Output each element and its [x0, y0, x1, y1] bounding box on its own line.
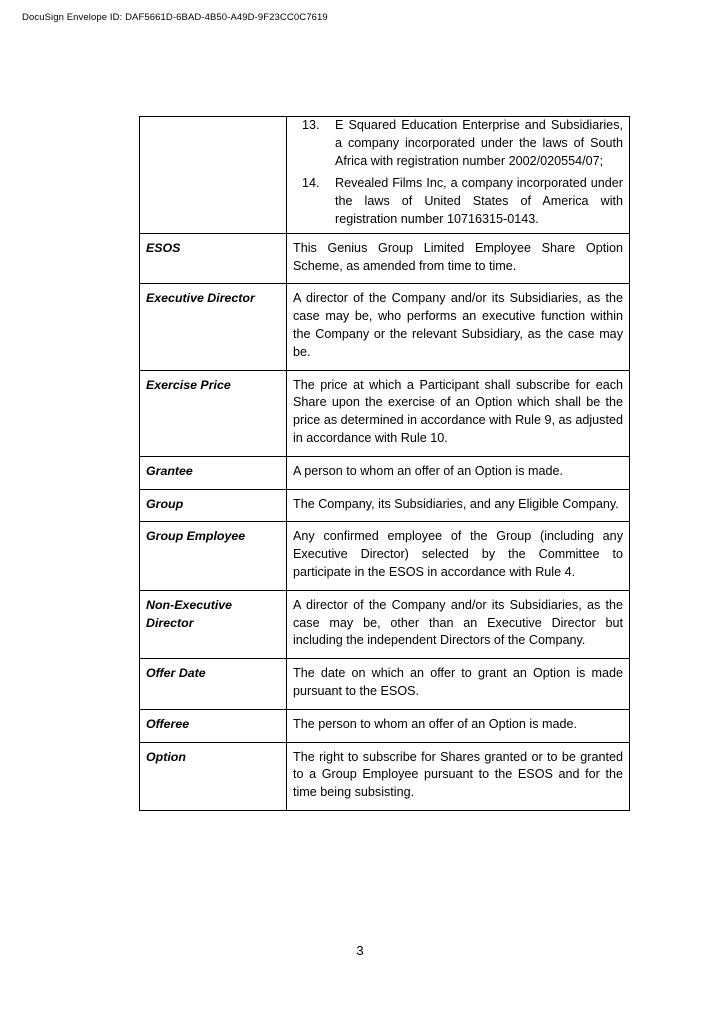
- definition-term: Grantee: [140, 456, 287, 489]
- list-item-number: 14.: [302, 176, 320, 191]
- definition-text: A director of the Company and/or its Subsidiaries, as the case may be, who performs an executive function within the Company or the relevant Subsidiary, as the case may be.: [287, 284, 630, 370]
- definition-term: Executive Director: [140, 284, 287, 370]
- definition-term: [140, 117, 287, 234]
- definition-term: Offeree: [140, 709, 287, 742]
- definition-text: A director of the Company and/or its Subsidiaries, as the case may be, other than an Executive Director but including the independent Directors of the Company.: [287, 590, 630, 658]
- table-row: [140, 233, 630, 284]
- table-row: [140, 456, 630, 489]
- definition-text: The price at which a Participant shall subscribe for each Share upon the exercise of an Option which shall be the price as determined in accordance with Rule 9, as adjusted in accordance with Rule 10.: [287, 370, 630, 456]
- definition-text: [287, 117, 630, 234]
- definition-term: Group Employee: [140, 522, 287, 590]
- definition-term: Exercise Price: [140, 370, 287, 456]
- list-item-text: Revealed Films Inc, a company incorporated under the laws of United States of America with registration number 10716315-0143.: [335, 176, 623, 226]
- table-row: [140, 709, 630, 742]
- table-row: [140, 590, 630, 658]
- table-row: [140, 522, 630, 590]
- definition-text: The person to whom an offer of an Option is made.: [287, 709, 630, 742]
- list-item-number: 13.: [302, 118, 320, 132]
- table-row: [140, 117, 630, 234]
- definition-term: Non-Executive Director: [140, 590, 287, 658]
- table-row: [140, 489, 630, 522]
- table-row: [140, 370, 630, 456]
- definition-text: Any confirmed employee of the Group (including any Executive Director) selected by the Committee to participate in the ESOS in accordance with Rule 4.: [287, 522, 630, 590]
- definition-text: This Genius Group Limited Employee Share Option Scheme, as amended from time to time.: [287, 233, 630, 284]
- list-item: [293, 117, 623, 170]
- table-row: [140, 659, 630, 710]
- list-item-text: E Squared Education Enterprise and Subsidiaries, a company incorporated under the laws of South Africa with registration number 2002/020554/07;: [335, 118, 623, 168]
- definition-text: The Company, its Subsidiaries, and any Eligible Company.: [287, 489, 630, 522]
- definition-text: A person to whom an offer of an Option is made.: [287, 456, 630, 489]
- table-row: [140, 742, 630, 810]
- list-item: [293, 175, 623, 228]
- page-number: 3: [356, 943, 364, 958]
- docusign-envelope-id: DocuSign Envelope ID: DAF5661D-6BAD-4B50-A49D-9F23CC0C7619: [22, 12, 328, 23]
- definitions-table: [139, 116, 630, 811]
- definition-term: Offer Date: [140, 659, 287, 710]
- definition-text: The date on which an offer to grant an Option is made pursuant to the ESOS.: [287, 659, 630, 710]
- definition-term: ESOS: [140, 233, 287, 284]
- definition-term: Group: [140, 489, 287, 522]
- table-row: [140, 284, 630, 370]
- definition-text: The right to subscribe for Shares granted or to be granted to a Group Employee pursuant to the ESOS and for the time being subsisting.: [287, 742, 630, 810]
- definition-term: Option: [140, 742, 287, 810]
